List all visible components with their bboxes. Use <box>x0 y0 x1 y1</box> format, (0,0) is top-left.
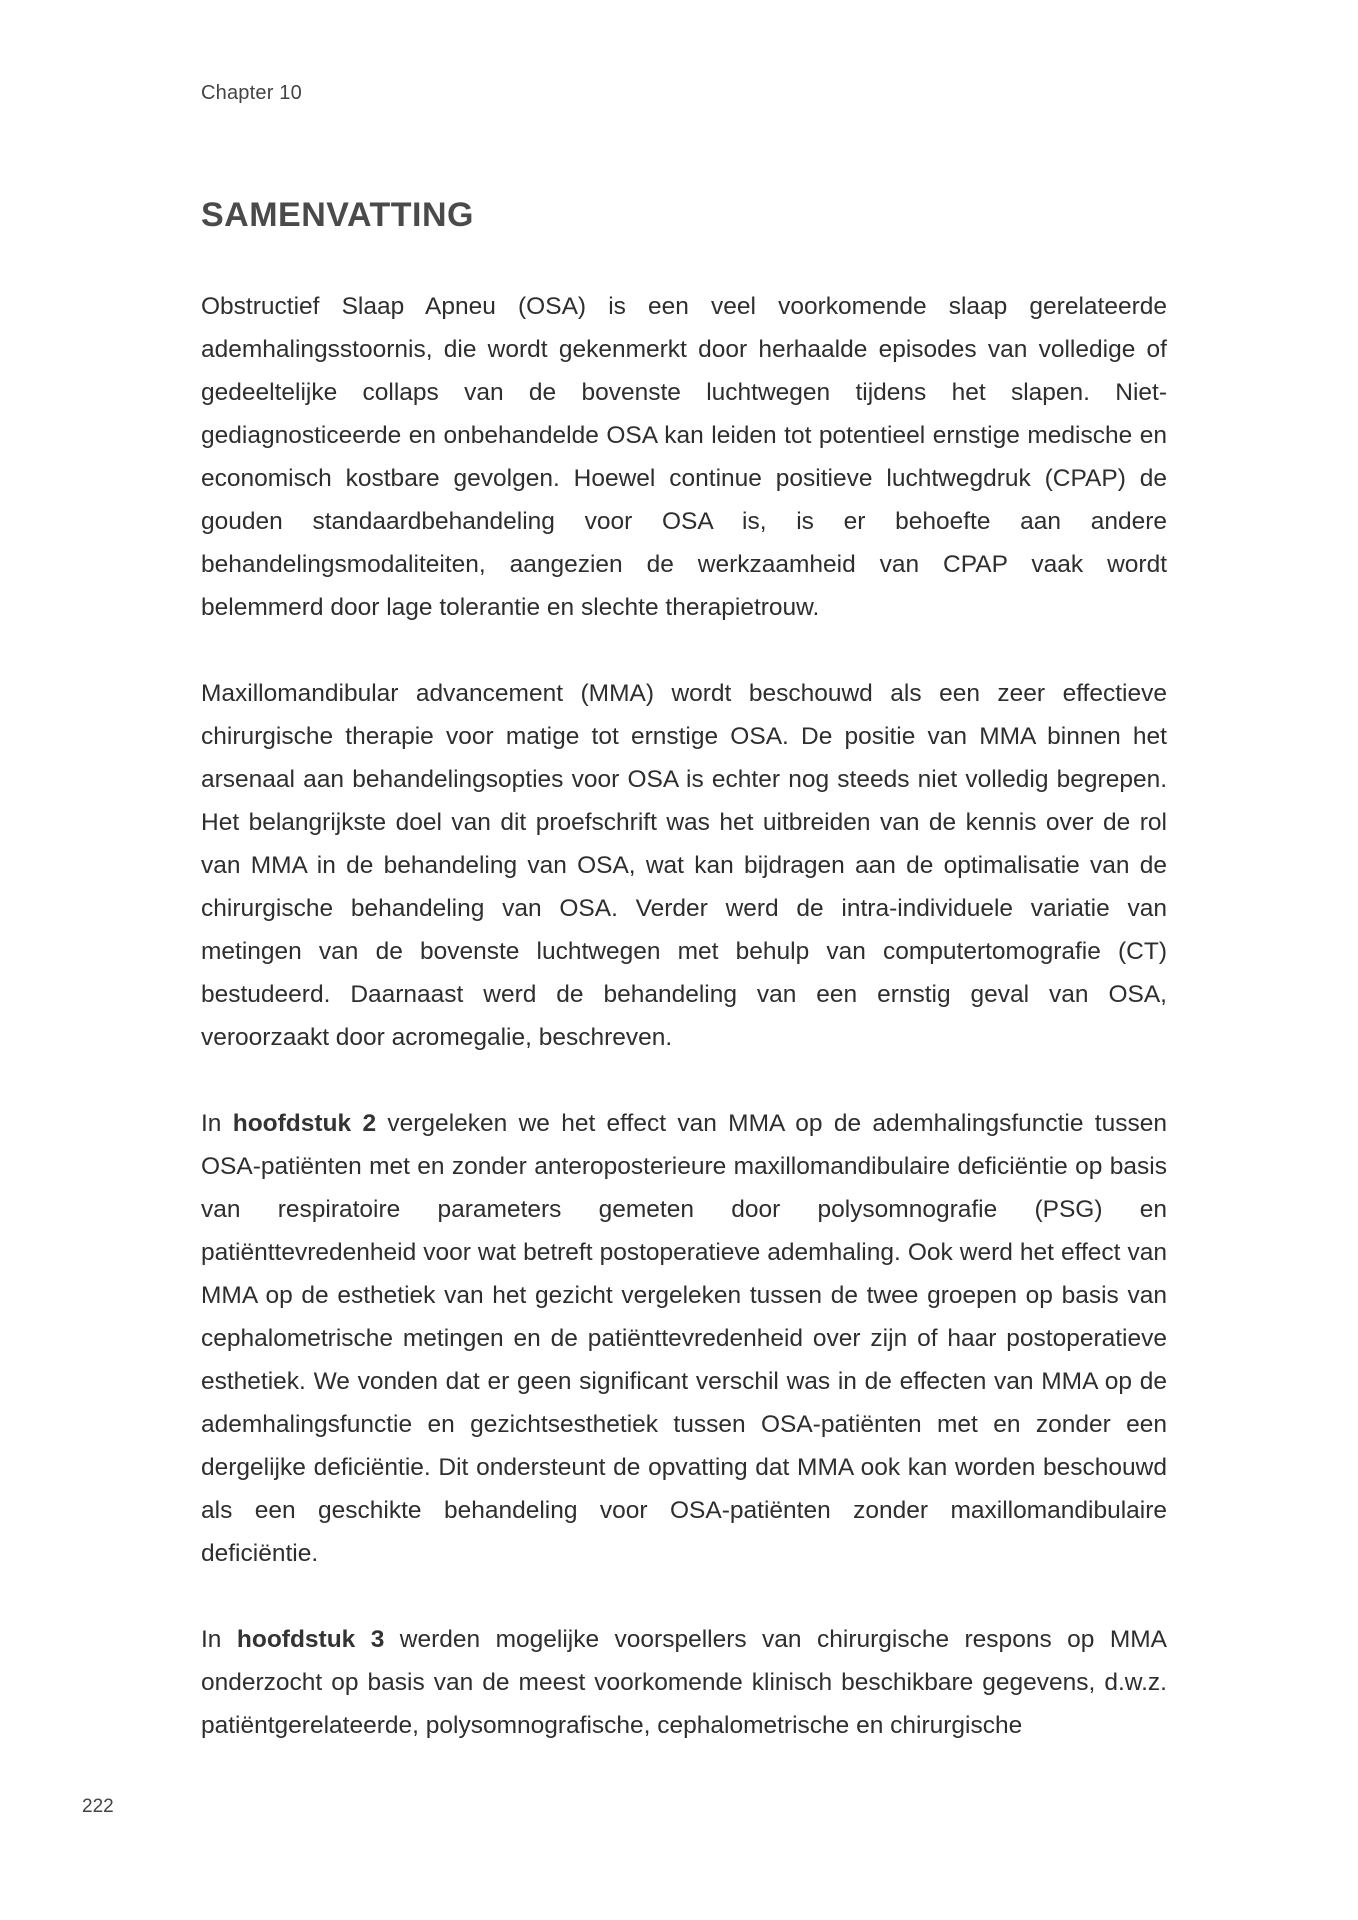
body-text <box>201 285 1167 1790</box>
page-number: 222 <box>82 1796 114 1817</box>
paragraph-chapter-3 <box>201 1618 1167 1747</box>
paragraph-text: Maxillomandibular advancement (MMA) wordt beschouwd als een zeer effectieve chirurgische therapie voor matige tot ernstige OSA. De positie van MMA binnen het arsenaal aan behandelingsopties voor OSA is echter nog steeds niet volledig begrepen. Het belangrijkste doel van dit proefschrift was het uitbreiden van de kennis over de rol van MMA in de behandeling van OSA, wat kan bijdragen aan de optimalisatie van de chirurgische behandeling van OSA. Verder werd de intra-individuele variatie van metingen van de bovenste luchtwegen met behulp van computertomografie (CT) bestudeerd. Daarnaast werd de behandeling van een ernstig geval van OSA, veroorzaakt door acromegalie, beschreven. <box>201 680 1167 1051</box>
paragraph-chapter-2 <box>201 1102 1167 1575</box>
paragraph-lead: In <box>201 1110 233 1137</box>
paragraph-text: Obstructief Slaap Apneu (OSA) is een veel voorkomende slaap gerelateerde ademhalingsstoornis, die wordt gekenmerkt door herhaalde episodes van volledige of gedeeltelijke collaps van de bovenste luchtwegen tijdens het slapen. Niet-gediagnosticeerde en onbehandelde OSA kan leiden tot potentieel ernstige medische en economisch kostbare gevolgen. Hoewel continue positieve luchtwegdruk (CPAP) de gouden standaardbehandeling voor OSA is, is er behoefte aan andere behandelingsmodaliteiten, aangezien de werkzaamheid van CPAP vaak wordt belemmerd door lage tolerantie en slechte therapietrouw. <box>201 293 1167 621</box>
paragraph-text: vergeleken we het effect van MMA op de ademhalingsfunctie tussen OSA-patiënten met en zonder anteroposterieure maxillomandibulaire deficiëntie op basis van respiratoire parameters gemeten door polysomnografie (PSG) en patiënttevredenheid voor wat betreft postoperatieve ademhaling. Ook werd het effect van MMA op de esthetiek van het gezicht vergeleken tussen de twee groepen op basis van cephalometrische metingen en de patiënttevredenheid over zijn of haar postoperatieve esthetiek. We vonden dat er geen significant verschil was in de effecten van MMA op de ademhalingsfunctie en gezichtsesthetiek tussen OSA-patiënten met en zonder een dergelijke deficiëntie. Dit ondersteunt de opvatting dat MMA ook kan worden beschouwd als een geschikte behandeling voor OSA-patiënten zonder maxillomandibulaire deficiëntie. <box>201 1110 1167 1567</box>
paragraph-mma <box>201 672 1167 1059</box>
page-title: SAMENVATTING <box>201 196 474 234</box>
running-header: Chapter 10 <box>201 82 302 104</box>
paragraph-text: werden mogelijke voorspellers van chirurgische respons op MMA onderzocht op basis van de meest voorkomende klinisch beschikbare gegevens, d.w.z. patiëntgerelateerde, polysomnografische, cephalometrische en chirurgische <box>201 1626 1167 1739</box>
chapter-reference: hoofdstuk 2 <box>232 1110 377 1137</box>
paragraph-intro <box>201 285 1167 629</box>
paragraph-lead: In <box>201 1626 237 1653</box>
chapter-reference: hoofdstuk 3 <box>236 1626 385 1653</box>
